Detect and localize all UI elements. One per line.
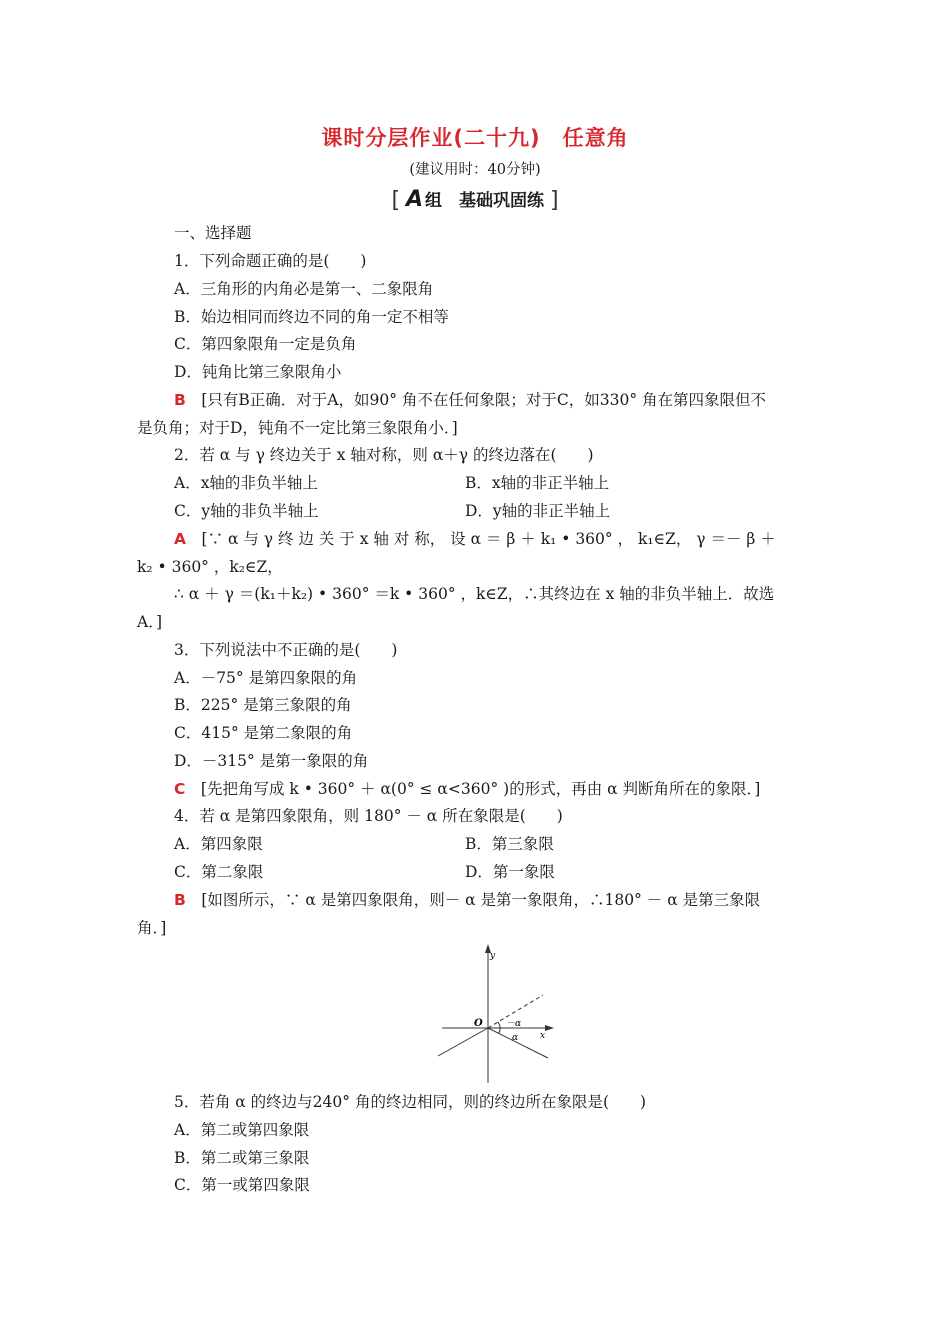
x-axis-arrow [545, 1025, 554, 1031]
q1-expl-line1: [只有B正确．对于A，如90° 角不在任何象限；对于C，如330° 角在第四象限但不 [201, 391, 766, 409]
q1-explanation [174, 390, 766, 410]
q3-stem: 3．下列说法中不正确的是( ) [174, 641, 398, 659]
y-label: y [490, 951, 496, 961]
q1-option-a: A．三角形的内角必是第一、二象限角 [174, 280, 434, 298]
q2-expl-line2: k₂ • 360° ，k₂∈Z， [137, 558, 283, 576]
page-title [0, 122, 950, 152]
q3-option-b: B．225° 是第三象限的角 [174, 696, 352, 714]
q4-explanation [174, 890, 760, 910]
q4-option-b: B．第三象限 [465, 835, 554, 853]
q4-option-a: A．第四象限 [174, 835, 263, 853]
q1-stem: 1．下列命题正确的是( ) [174, 252, 367, 270]
q2-answer: A [174, 530, 186, 548]
q4-expl-line1: [如图所示，∵ α 是第四象限角，则－ α 是第一象限角，∴180° － α 是第三象限 [201, 891, 761, 909]
q2-explanation [174, 529, 776, 549]
neg-alpha-label: －α [506, 1019, 522, 1029]
q4-expl-line2: 角．] [137, 919, 167, 937]
q5-option-a: A．第二或第四象限 [174, 1121, 310, 1139]
alpha-label: α [512, 1033, 519, 1043]
group-bracket-open: [ [391, 188, 401, 213]
group-letter: A [405, 187, 424, 212]
group-text: 组 基础巩固练 [425, 191, 545, 211]
q3-option-c: C．415° 是第二象限的角 [174, 724, 353, 742]
q2-expl-line4: A．] [137, 613, 162, 631]
q1-answer: B [174, 391, 186, 409]
q2-option-b: B．x轴的非正半轴上 [465, 474, 610, 492]
q2-option-c: C．y轴的非负半轴上 [174, 502, 319, 520]
q5-option-c: C．第一或第四象限 [174, 1176, 310, 1194]
q5-option-b: B．第二或第三象限 [174, 1149, 310, 1167]
title-main: 课时分层作业(二十九) [321, 126, 541, 150]
q1-option-d: D．钝角比第三象限角小 [174, 363, 342, 381]
q2-expl-line3: ∴ α ＋ γ ＝(k₁＋k₂) • 360° ＝k • 360° ，k∈Z，∴其终边在 x 轴的非负半轴上．故选 [174, 585, 775, 603]
q4-option-d: D．第一象限 [465, 863, 555, 881]
time-note: (建议用时：40分钟) [409, 162, 541, 178]
q2-stem: 2．若 α 与 γ 终边关于 x 轴对称，则 α＋γ 的终边落在( ) [174, 446, 594, 464]
section-heading: 一、选择题 [174, 224, 252, 242]
q3-option-d: D．－315° 是第一象限的角 [174, 752, 369, 770]
q2-option-d: D．y轴的非正半轴上 [465, 502, 611, 520]
q4-answer: B [174, 891, 186, 909]
supplement-ray [438, 1028, 488, 1056]
q1-expl-line2: 是负角；对于D，钝角不一定比第三象限角小．] [137, 419, 458, 437]
q2-expl-line1: [∵ α 与 γ 终 边 关 于 x 轴 对 称， 设 α ＝ β ＋ k₁ • 360° ， k₁∈Z， γ ＝－ β ＋ [201, 530, 776, 548]
origin-label: O [474, 1018, 483, 1029]
q4-stem: 4．若 α 是第四象限角，则 180° － α 所在象限是( ) [174, 807, 563, 825]
group-bracket-close: ] [549, 188, 559, 213]
x-label: x [540, 1031, 546, 1041]
q1-option-c: C．第四象限角一定是负角 [174, 335, 357, 353]
q5-stem: 5．若角 α 的终边与240° 角的终边相同，则的终边所在象限是( ) [174, 1093, 647, 1111]
q4-option-c: C．第二象限 [174, 863, 264, 881]
q3-option-a: A．－75° 是第四象限的角 [174, 669, 358, 687]
group-heading [0, 186, 950, 213]
q2-option-a: A．x轴的非负半轴上 [174, 474, 318, 492]
q3-expl-line1: [先把角写成 k • 360° ＋ α(0° ≤ α<360° )的形式，再由 α 判断角所在的象限．] [200, 780, 761, 798]
q1-option-b: B．始边相同而终边不同的角一定不相等 [174, 308, 449, 326]
angle-figure [430, 940, 560, 1090]
q3-answer: C [174, 780, 186, 798]
q3-explanation [174, 779, 760, 799]
title-topic: 任意角 [562, 126, 629, 150]
